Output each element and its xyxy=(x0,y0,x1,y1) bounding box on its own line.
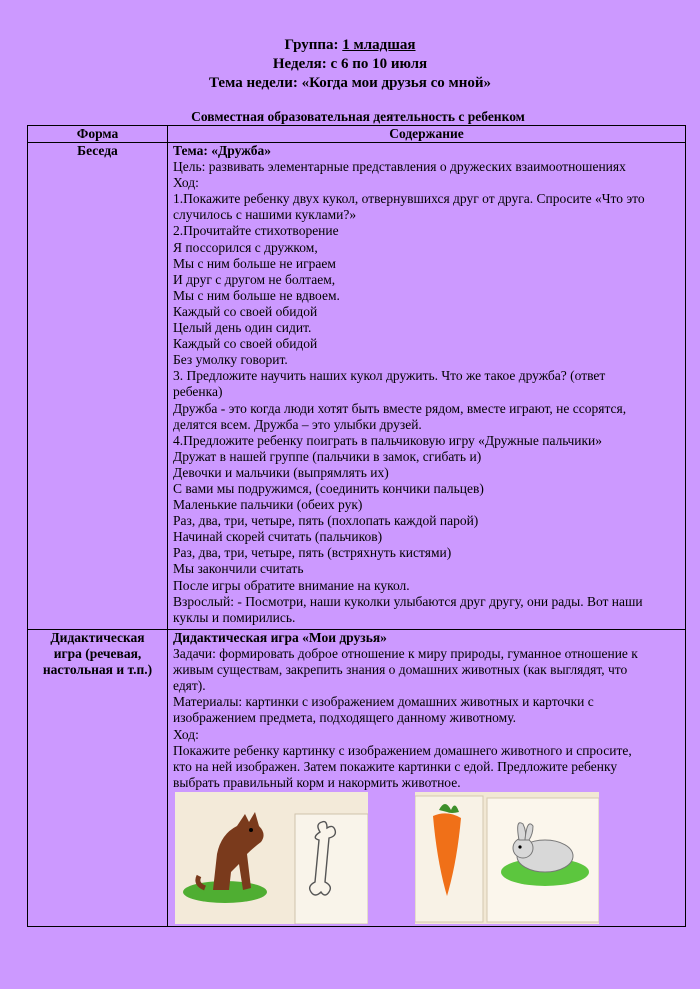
text-line: Дружба - это когда люди хотят быть вместе рядом, вместе играют, не ссорятся, xyxy=(173,400,627,416)
group-label: Группа: xyxy=(284,37,339,53)
table-row xyxy=(28,143,686,630)
illustrations xyxy=(173,792,685,926)
week-label: Неделя: xyxy=(272,56,327,72)
group-line xyxy=(0,36,700,55)
table-header-row xyxy=(28,126,686,143)
text-line: кто на ней изображен. Затем покажите картинки с едой. Предложите ребенку xyxy=(173,758,618,774)
content-cell xyxy=(168,630,686,927)
conversation-text xyxy=(173,159,685,626)
week-theme: Тема недели: «Когда мои друзья со мной» xyxy=(208,75,492,91)
form-line: Дидактическая xyxy=(50,630,145,645)
dog-icon xyxy=(175,792,368,924)
column-header-form: Форма xyxy=(28,126,168,143)
form-cell xyxy=(28,630,168,927)
dog-and-bone-picture xyxy=(175,792,368,924)
text-line: 1.Покажите ребенку двух кукол, отвернувшихся друг от друга. Спросите «Что это xyxy=(173,191,645,207)
content-cell xyxy=(168,143,686,630)
text-line: делятся всем. Дружба – это улыбки друзей. xyxy=(173,416,422,432)
text-line: едят). xyxy=(173,678,206,694)
text-line: Раз, два, три, четыре, пять (похлопать каждой парой) xyxy=(173,513,479,529)
text-line: Мы закончили считать xyxy=(173,561,304,577)
text-line: Без умолку говорит. xyxy=(173,352,288,368)
week-line xyxy=(0,55,700,74)
text-line: Целый день один сидит. xyxy=(173,320,312,336)
page-header xyxy=(0,36,700,93)
carrot-and-rabbit-picture xyxy=(415,792,599,924)
text-line: С вами мы подружимся, (соединить кончики пальцев) xyxy=(173,480,484,496)
text-line: Начинай скорей считать (пальчиков) xyxy=(173,529,383,545)
text-line: случилось с нашими куклами?» xyxy=(173,207,357,223)
text-line: Ход: xyxy=(173,175,199,191)
text-line: Маленькие пальчики (обеих рук) xyxy=(173,497,363,513)
text-line: живым существам, закрепить знания о домашних животных (как выглядят, что xyxy=(173,662,628,678)
text-line: Покажите ребенку картинку с изображением домашнего животного и спросите, xyxy=(173,742,632,758)
text-line: Раз, два, три, четыре, пять (встряхнуть кистями) xyxy=(173,545,452,561)
text-line: После игры обратите внимание на кукол. xyxy=(173,577,410,593)
game-text xyxy=(173,646,685,791)
text-line: Цель: развивать элементарные представления о дружеских взаимоотношениях xyxy=(173,159,626,175)
text-line: Ход: xyxy=(173,726,199,742)
section-subtitle: Совместная образовательная деятельность с ребенком xyxy=(191,109,525,124)
text-line: Девочки и мальчики (выпрямлять их) xyxy=(173,464,389,480)
text-line: Мы с ним больше не играем xyxy=(173,255,336,271)
text-line: 3. Предложите научить наших кукол дружить. Что же такое дружба? (ответ xyxy=(173,368,606,384)
text-line: куклы и помирились. xyxy=(173,609,296,625)
text-line: Задачи: формировать доброе отношение к миру природы, гуманное отношение к xyxy=(173,646,638,662)
text-line: Мы с ним больше не вдвоем. xyxy=(173,287,340,303)
text-line: Взрослый: - Посмотри, наши куколки улыбаются друг другу, они рады. Вот наши xyxy=(173,593,643,609)
text-line: Дружат в нашей группе (пальчики в замок, сгибать и) xyxy=(173,448,482,464)
group-value: 1 младшая xyxy=(342,37,416,53)
text-line: Каждый со своей обидой xyxy=(173,303,318,319)
form-line: настольная и т.п.) xyxy=(42,662,153,678)
rabbit-icon xyxy=(415,792,599,924)
text-line: Материалы: картинки с изображением домашних животных и карточки с xyxy=(173,694,594,710)
form-line: игра (речевая, xyxy=(53,646,142,662)
text-line: 4.Предложите ребенку поиграть в пальчиковую игру «Дружные пальчики» xyxy=(173,432,602,448)
conversation-title: Тема: «Дружба» xyxy=(173,143,272,158)
text-line: И друг с другом не болтаем, xyxy=(173,271,336,287)
form-cell: Беседа xyxy=(28,143,168,630)
game-title: Дидактическая игра «Мои друзья» xyxy=(173,630,387,645)
activity-table xyxy=(27,125,686,927)
text-line: изображением предмета, подходящего данному животному. xyxy=(173,710,516,726)
week-value: с 6 по 10 июля xyxy=(330,56,428,72)
text-line: Я поссорился с дружком, xyxy=(173,239,318,255)
table-row xyxy=(28,630,686,927)
text-line: выбрать правильный корм и накормить животное. xyxy=(173,774,461,790)
text-line: Каждый со своей обидой xyxy=(173,336,318,352)
text-line: ребенка) xyxy=(173,384,223,400)
text-line: 2.Прочитайте стихотворение xyxy=(173,223,339,239)
column-header-content: Содержание xyxy=(168,126,686,143)
